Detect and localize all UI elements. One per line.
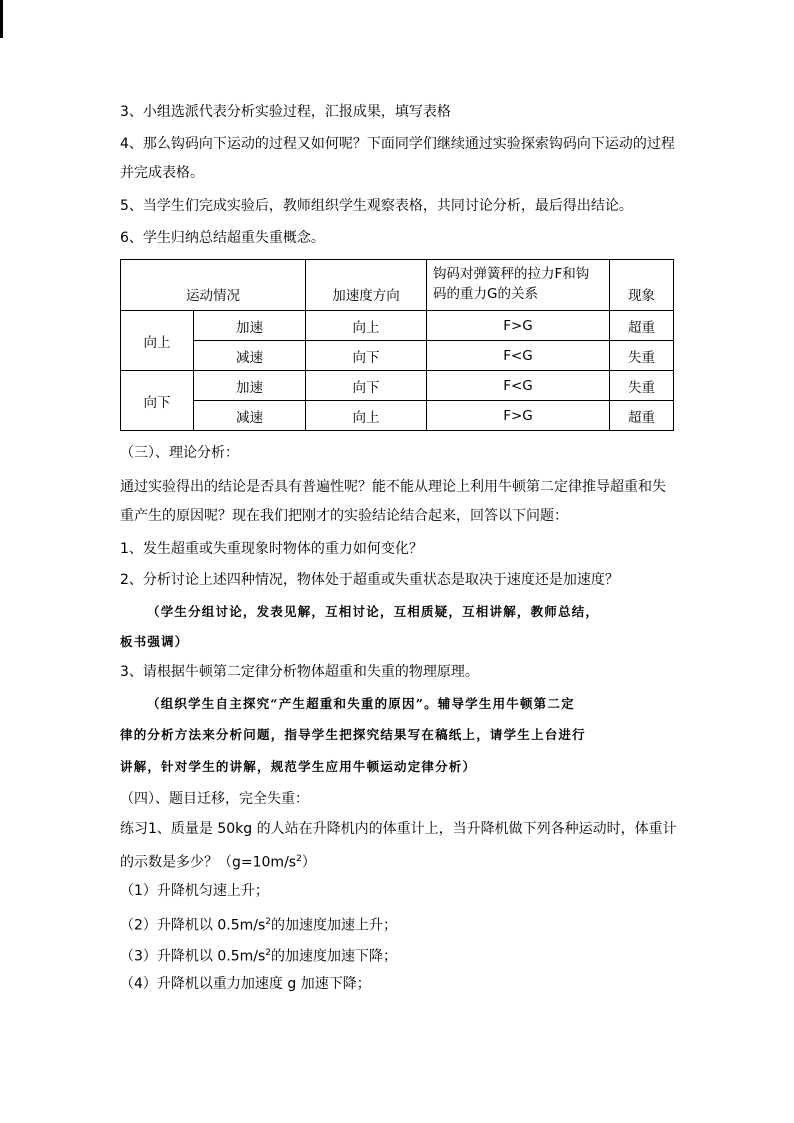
header-force-line-2: 码的重力G的关系 [433,286,538,302]
page-edge-marker [0,0,3,38]
question-3: 3、请根据牛顿第二定律分析物体超重和失重的物理原理。 [120,664,479,680]
activity-note-1-line-2: 板书强调） [120,634,189,649]
table-row [121,311,674,341]
phenomenon-cell: 超重 [610,401,674,431]
direction-up: 向上 [121,311,194,371]
step-6: 6、学生归纳总结超重失重概念。 [120,230,325,246]
table-row [121,371,674,401]
theory-intro-line-2: 重产生的原因呢？现在我们把刚才的实验结论结合起来，回答以下问题： [120,508,568,524]
relation-cell: F<G [427,371,610,401]
relation-cell: F<G [427,341,610,371]
phenomenon-cell: 失重 [610,341,674,371]
activity-note-2-line-1: （组织学生自主探究“产生超重和失重的原因”。辅导学生用牛顿第二定 [147,696,575,711]
exercise-item-3 [120,943,397,967]
item-3-text-a: （3）升降机以 0.5m/s [120,948,266,965]
exponent: 2 [296,854,302,864]
header-motion: 运动情况 [121,260,306,311]
header-force-relation [427,260,610,311]
motion-cell: 加速 [194,311,306,341]
question-2: 2、分析讨论上述四种情况，物体处于超重或失重状态是取决于速度还是加速度？ [120,572,619,588]
transfer-heading: （四）、题目迁移，完全失重： [120,791,309,807]
activity-note-1-line-1: （学生分组讨论，发表见解，互相讨论，互相质疑，互相讲解，教师总结， [147,604,600,619]
header-accel-direction: 加速度方向 [306,260,427,311]
table-row [121,341,674,371]
exercise-1-text: 的示数是多少？（g=10m/s [120,854,297,871]
exercise-1-line-2 [120,849,316,873]
exponent: 2 [265,917,272,927]
accel-dir-cell: 向下 [306,341,427,371]
exercise-1-close: ） [301,854,316,871]
header-phenomenon: 现象 [610,260,674,311]
step-5: 5、当学生们完成实验后，教师组织学生观察表格，共同讨论分析，最后得出结论。 [120,198,633,214]
step-3: 3、小组选派代表分析实验过程，汇报成果，填写表格 [120,104,451,120]
step-4-line-2: 并完成表格。 [120,165,204,181]
item-2-text-b: 的加速度加速上升； [271,917,398,934]
phenomenon-cell: 失重 [610,371,674,401]
activity-note-2-line-3: 讲解，针对学生的讲解，规范学生应用牛顿运动定律分析） [120,759,477,774]
theory-intro-line-1: 通过实验得出的结论是否具有普遍性呢？能不能从理论上利用牛顿第二定律推导超重和失 [120,479,666,495]
direction-down: 向下 [121,371,194,431]
exercise-1-line-1: 练习1、质量是 50kg 的人站在升降机内的体重计上，当升降机做下列各种运动时，体重计 [120,821,677,837]
header-force-line-1: 钩码对弹簧秤的拉力F和钩 [433,266,590,282]
motion-cell: 减速 [194,401,306,431]
motion-cell: 加速 [194,371,306,401]
item-2-text-a: （2）升降机以 0.5m/s [120,917,266,934]
exercise-item-4: （4）升降机以重力加速度 g 加速下降； [120,976,371,992]
item-3-text-b: 的加速度加速下降； [271,948,398,965]
accel-dir-cell: 向上 [306,311,427,341]
relation-cell: F>G [427,311,610,341]
step-4-line-1: 4、那么钩码向下运动的过程又如何呢？下面同学们继续通过实验探索钩码向下运动的过程 [120,136,675,152]
exercise-item-1: （1）升降机匀速上升； [120,883,269,899]
activity-note-2-line-2: 律的分析方法来分析问题，指导学生把探究结果写在稿纸上，请学生上台进行 [120,727,586,742]
phenomenon-cell: 超重 [610,311,674,341]
theory-heading: （三）、理论分析： [120,445,239,461]
exercise-item-2 [120,912,397,936]
accel-dir-cell: 向下 [306,371,427,401]
overweight-weightlessness-table [120,259,674,431]
exponent: 2 [265,948,272,958]
motion-cell: 减速 [194,341,306,371]
table-row [121,401,674,431]
relation-cell: F>G [427,401,610,431]
question-1: 1、发生超重或失重现象时物体的重力如何变化？ [120,541,423,557]
table-header-row [121,260,674,311]
accel-dir-cell: 向上 [306,401,427,431]
